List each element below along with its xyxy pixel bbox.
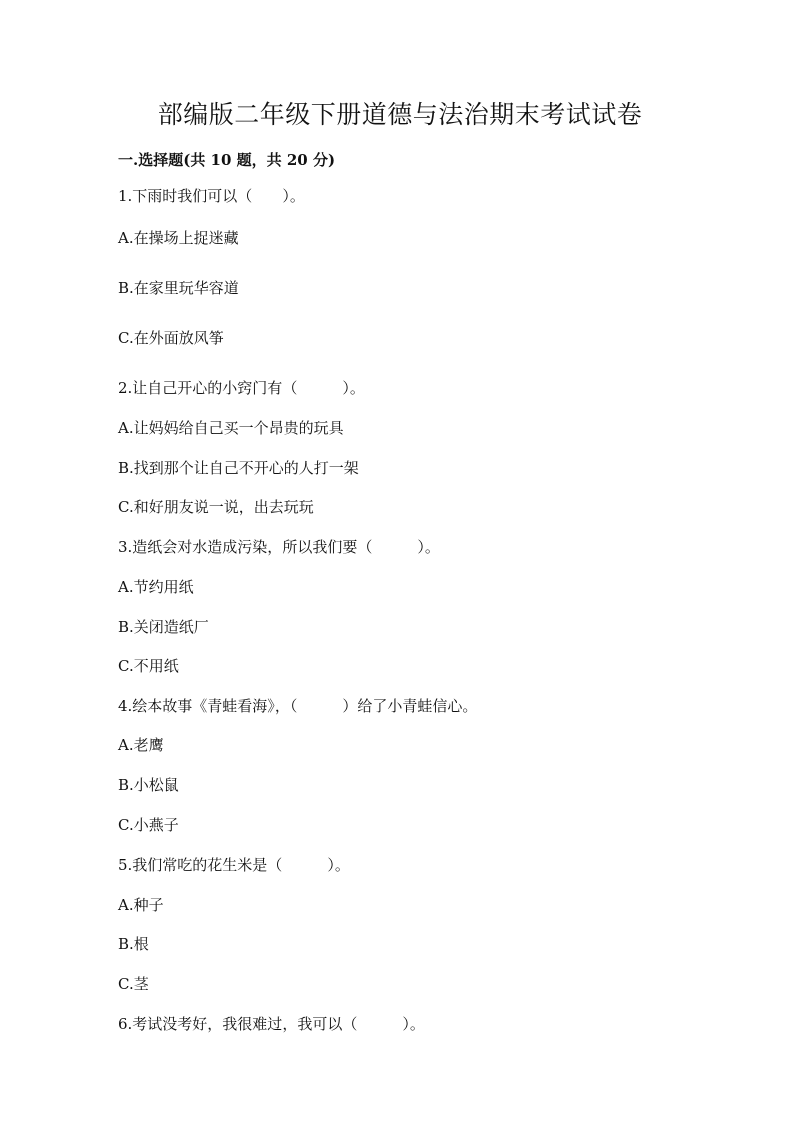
option-1a: A.在操场上捉迷藏 bbox=[118, 229, 239, 247]
option-1c: C.在外面放风筝 bbox=[118, 329, 224, 347]
option-4c: C.小燕子 bbox=[118, 816, 179, 834]
option-3c: C.不用纸 bbox=[118, 657, 179, 675]
option-4b: B.小松鼠 bbox=[118, 776, 179, 794]
question-5: 5.我们常吃的花生米是（ ）。 bbox=[118, 856, 350, 874]
exam-title: 部编版二年级下册道德与法治期末考试试卷 bbox=[157, 100, 643, 129]
option-5c: C.茎 bbox=[118, 975, 149, 993]
option-2a: A.让妈妈给自己买一个昂贵的玩具 bbox=[118, 419, 344, 437]
question-3: 3.造纸会对水造成污染，所以我们要（ ）。 bbox=[118, 538, 440, 556]
question-4: 4.绘本故事《青蛙看海》，（ ）给了小青蛙信心。 bbox=[118, 697, 478, 715]
question-6: 6.考试没考好，我很难过，我可以（ ）。 bbox=[118, 1015, 425, 1033]
option-3b: B.关闭造纸厂 bbox=[118, 618, 209, 636]
option-4a: A.老鹰 bbox=[118, 736, 164, 754]
option-1b: B.在家里玩华容道 bbox=[118, 279, 239, 297]
option-2b: B.找到那个让自己不开心的人打一架 bbox=[118, 459, 359, 477]
option-2c: C.和好朋友说一说，出去玩玩 bbox=[118, 498, 314, 516]
question-2: 2.让自己开心的小窍门有（ ）。 bbox=[118, 379, 365, 397]
question-1: 1.下雨时我们可以（ ）。 bbox=[118, 187, 305, 205]
option-5b: B.根 bbox=[118, 935, 149, 953]
section-heading: 一.选择题(共 10 题，共 20 分) bbox=[118, 151, 336, 169]
option-3a: A.节约用纸 bbox=[118, 578, 194, 596]
option-5a: A.种子 bbox=[118, 896, 164, 914]
